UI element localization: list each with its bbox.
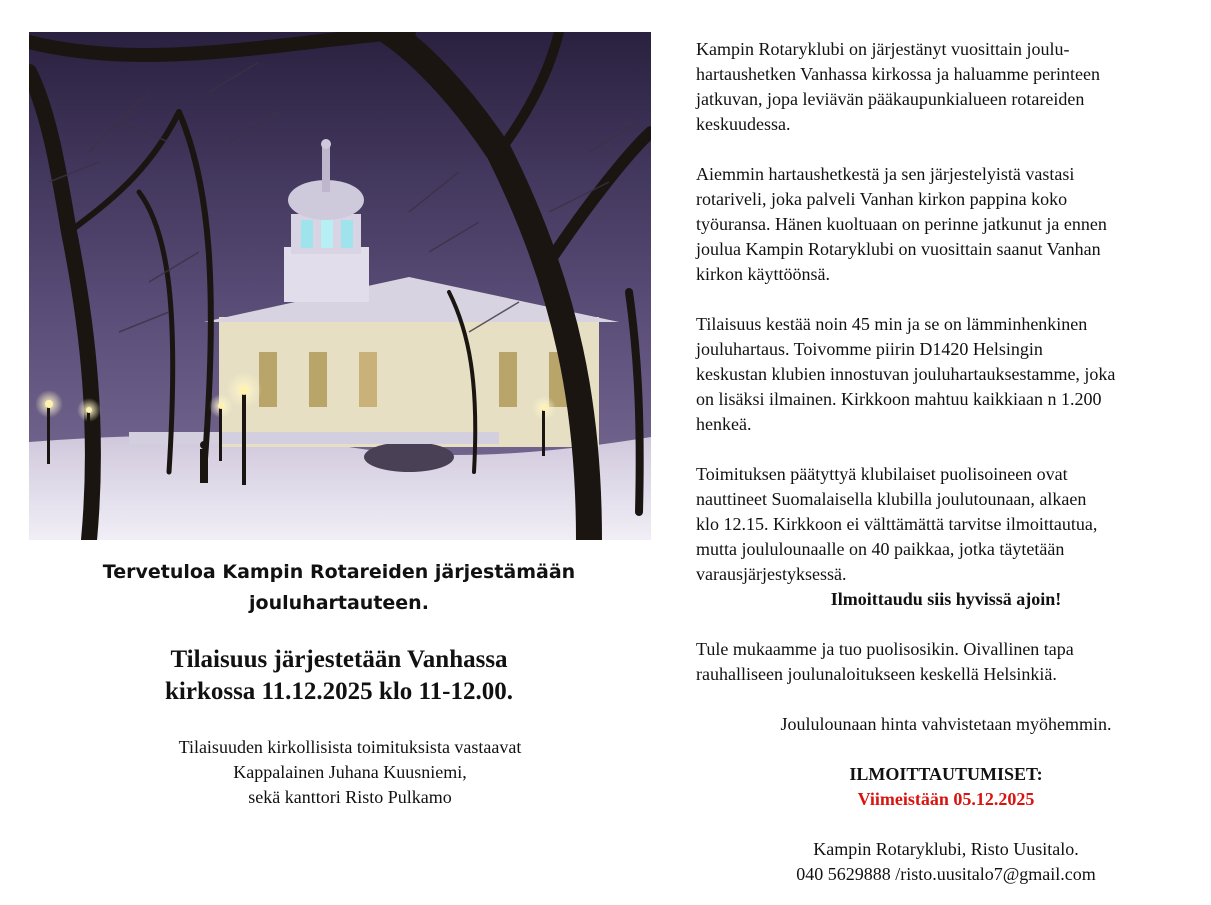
officiants-line-2: Kappalainen Juhana Kuusniemi, bbox=[233, 762, 467, 782]
event-line-2: kirkossa 11.12.2025 klo 11-12.00. bbox=[165, 678, 513, 705]
lunch-paragraph: Toimituksen päätyttyä klubilaiset puolisoineen ovat nauttineet Suomalaisella klubilla joulutounaan, alkaen klo 12.15. Kirkkoon ei välttämättä tarvitse ilmoittautua, mutta joululounaalle on 40 paikkaa, jotka täytetään varausjärjestyksessä. bbox=[696, 464, 1098, 584]
history-paragraph: Aiemmin hartaushetkestä ja sen järjestelyistä vastasi rotariveli, joka palveli Vanhan kirkon pappina koko työuransa. Hänen kuoltuaan on perinne jatkunut ja ennen joulua Kampin Rotaryklubi on vuosittain saanut Vanhan kirkon käyttöönsä. bbox=[696, 164, 1107, 284]
info-column bbox=[696, 37, 1196, 887]
welcome-line-1: Tervetuloa Kampin Rotareiden järjestämään bbox=[102, 561, 576, 583]
event-line-1: Tilaisuus järjestetään Vanhassa bbox=[170, 646, 508, 673]
registrations-heading: ILMOITTAUTUMISET: bbox=[849, 764, 1043, 784]
welcome-text bbox=[29, 557, 649, 619]
intro-paragraph: Kampin Rotaryklubi on järjestänyt vuosittain joulu- hartaushetken Vanhassa kirkossa ja haluamme perinteen jatkuvan, jopa leviävän pääkaupunkialueen rotareiden keskuudessa. bbox=[696, 39, 1101, 134]
price-note: Joululounaan hinta vahvistetaan myöhemmin. bbox=[780, 714, 1112, 734]
contact-phone-email: 040 5629888 /risto.uusitalo7@gmail.com bbox=[796, 864, 1096, 884]
event-duration-paragraph: Tilaisuus kestää noin 45 min ja se on lämminhenkinen jouluhartaus. Toivomme piirin D1420 Helsingin keskustan klubien innostuvan jouluhartauksestamme, joka on lisäksi ilmainen. Kirkkoon mahtuu kaikkiaan n 1.200 henkeä. bbox=[696, 314, 1116, 434]
event-details bbox=[0, 644, 684, 708]
registration-deadline: Viimeistään 05.12.2025 bbox=[857, 789, 1035, 809]
snow-ground bbox=[29, 436, 651, 540]
welcome-line-2: jouluhartauteen. bbox=[249, 592, 429, 614]
officiants-line-1: Tilaisuuden kirkollisista toimituksista vastaavat bbox=[178, 737, 522, 757]
church-winter-photo bbox=[29, 32, 651, 540]
register-early-note: Ilmoittaudu siis hyvissä ajoin! bbox=[830, 589, 1062, 609]
invitation-paragraph: Tule mukaamme ja tuo puolisosikin. Oivallinen tapa rauhalliseen joulunaloitukseen keskellä Helsinkiä. bbox=[696, 639, 1074, 684]
contact-name: Kampin Rotaryklubi, Risto Uusitalo. bbox=[813, 839, 1079, 859]
officiants-text bbox=[16, 735, 684, 810]
person-silhouette bbox=[200, 441, 208, 483]
officiants-line-3: sekä kanttori Risto Pulkamo bbox=[248, 787, 452, 807]
church-illustration bbox=[29, 32, 651, 540]
